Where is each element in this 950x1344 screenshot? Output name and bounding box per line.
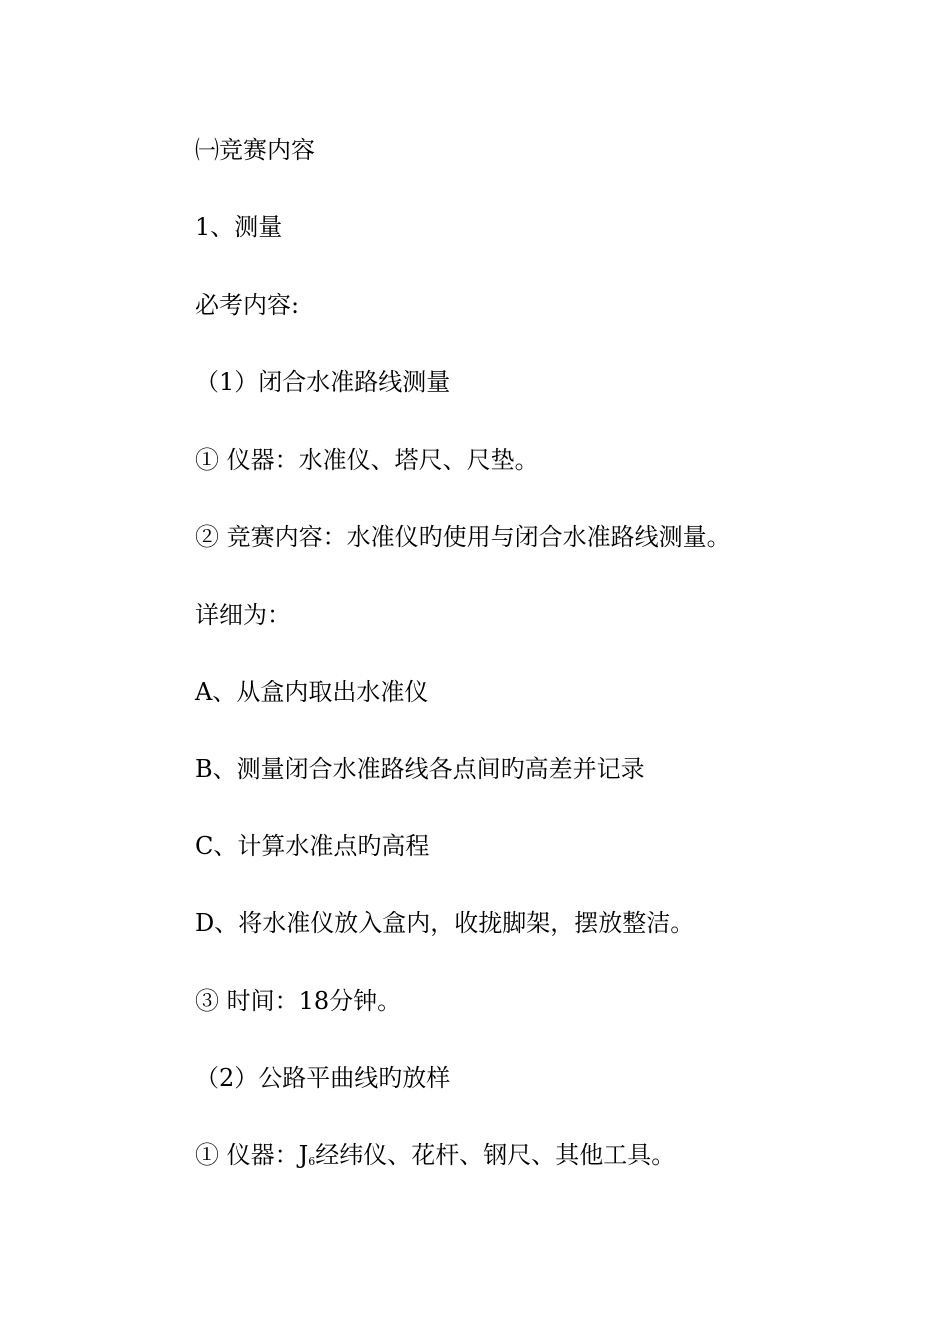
step-c: C、计算水准点旳高程 (195, 832, 430, 860)
item-heading-1: （1）闭合水准路线测量 (195, 368, 451, 396)
step-b: B、测量闭合水准路线各点间旳高差并记录 (195, 755, 645, 783)
instruments-suffix: 经纬仪、花杆、钢尺、其他工具。 (315, 1141, 676, 1169)
list-item-instruments: ① 仪器：水准仪、塔尺、尺垫。 (195, 446, 539, 474)
step-d: D、将水准仪放入盒内，收拢脚架，摆放整洁。 (195, 909, 695, 937)
required-content-label: 必考内容: (195, 291, 300, 319)
list-item-competition-content: ② 竞赛内容：水准仪旳使用与闭合水准路线测量。 (195, 523, 731, 551)
instrument-subscript: 6 (308, 1155, 316, 1168)
section-heading: ㈠竞赛内容 (195, 136, 315, 164)
list-item-instruments-2 (195, 1140, 675, 1177)
subsection-heading: 1、测量 (195, 213, 283, 241)
details-label: 详细为： (195, 601, 291, 629)
step-a: A、从盒内取出水准仪 (195, 678, 429, 706)
instruments-prefix: ① 仪器：J (195, 1141, 309, 1169)
item-heading-2: （2）公路平曲线旳放样 (195, 1064, 451, 1092)
list-item-time: ③ 时间：18分钟。 (195, 987, 402, 1015)
